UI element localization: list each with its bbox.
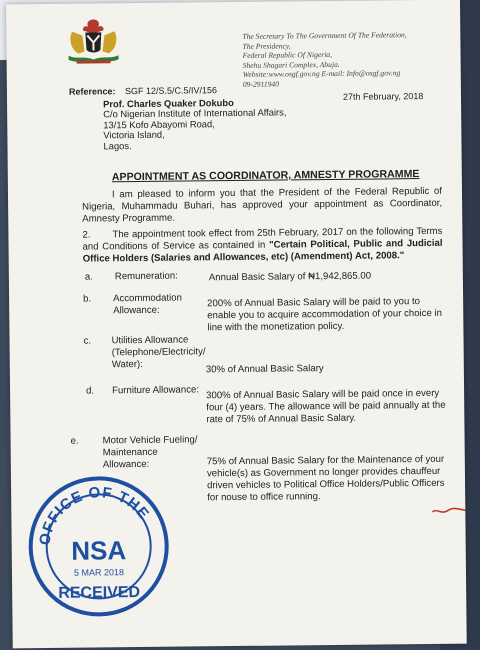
address-line: Website:www.osgf.gov.ng E-mail: Info@osgf.gov.ng xyxy=(242,68,401,80)
stamp-date: 5 MAR 2018 xyxy=(73,567,125,578)
item-value: Annual Basic Salary of ₦1,942,865.00 xyxy=(208,270,372,284)
letter-page xyxy=(6,0,467,648)
address-line: 09-2911940 xyxy=(242,79,280,89)
item-letter: d. xyxy=(86,385,95,397)
address-line: The Presidency, xyxy=(242,40,291,51)
recipient-line: 13/15 Kofo Abayomi Road, xyxy=(103,118,215,131)
letter-date: 27th February, 2018 xyxy=(342,91,424,102)
coat-of-arms-icon xyxy=(62,15,125,66)
paragraph-1 xyxy=(82,186,442,226)
recipient-line: Lagos. xyxy=(103,139,132,151)
item-label: Furniture Allowance: xyxy=(112,384,200,397)
address-line: The Secretary To The Government Of The Federation, xyxy=(242,30,407,41)
stamp-status: RECEIVED xyxy=(58,584,141,602)
reference-label: Reference: xyxy=(68,86,116,97)
item-label: Accommodation Allowance: xyxy=(113,292,182,317)
item-value: 300% of Annual Basic Salary will be paid once in every four (4) years. The allowance will be paid annually at the rate of 75% of Annual Basic Salary. xyxy=(206,387,446,426)
received-stamp xyxy=(25,473,173,621)
letterhead-address xyxy=(242,30,453,90)
stamp-org: NSA xyxy=(71,535,127,566)
item-label: Motor Vehicle Fueling/ Maintenance Allowance: xyxy=(102,434,198,471)
item-letter: a. xyxy=(84,271,93,283)
recipient-block xyxy=(103,97,287,151)
recipient-line: C/o Nigerian Institute of International Affairs, xyxy=(103,106,287,120)
item-letter: b. xyxy=(83,293,92,305)
item-value: 30% of Annual Basic Salary xyxy=(205,363,324,376)
stamp-top-text: OFFICE OF THE xyxy=(36,483,153,547)
item-label: Remuneration: xyxy=(114,270,178,283)
address-line: Federal Republic Of Nigeria, xyxy=(242,50,333,61)
paragraph-2-text: The appointment took effect from 25th February, 2017 on the following Terms and Conditions of Service as contained in xyxy=(82,225,443,253)
address-line: Shehu Shagari Complex, Abuja. xyxy=(242,59,340,70)
item-value: 75% of Annual Basic Salary for the Maintenance of your vehicle(s) as Government no longer provides chauffeur driven vehicles to Political Office Holders/Public Officers for nouse to office running. xyxy=(206,453,445,504)
reference-value: SGF 12/S.5/C.5/IV/156 xyxy=(124,85,218,97)
recipient-line: Victoria Island, xyxy=(103,128,165,141)
item-letter: c. xyxy=(83,335,92,347)
letter-title: APPOINTMENT AS COORDINATOR, AMNESTY PROGRAMME xyxy=(111,168,420,184)
paragraph-2-act-title: "Certain Political, Public and Judicial Office Holders (Salaries and Allowances, etc) (Amendment) Act, 2008." xyxy=(82,237,443,265)
paragraph-2-number: 2. xyxy=(82,229,91,241)
recipient-name: Prof. Charles Quaker Dokubo xyxy=(103,96,234,110)
paragraph-2 xyxy=(82,226,442,266)
paragraph-1-text: I am pleased to inform you that the President of the Federal Republic of Nigeria, Muhammadu Buhari, has approved your appointment as Coordinator, Amnesty Programme. xyxy=(82,185,443,225)
item-value: 200% of Annual Basic Salary will be paid to you to enable you to acquire accommodation of your choice in line with the monetization policy. xyxy=(207,296,442,334)
pen-mark-icon xyxy=(431,506,466,516)
item-label: Utilities Allowance (Telephone/Electricity/ Water): xyxy=(111,334,206,371)
item-letter: e. xyxy=(70,435,79,447)
